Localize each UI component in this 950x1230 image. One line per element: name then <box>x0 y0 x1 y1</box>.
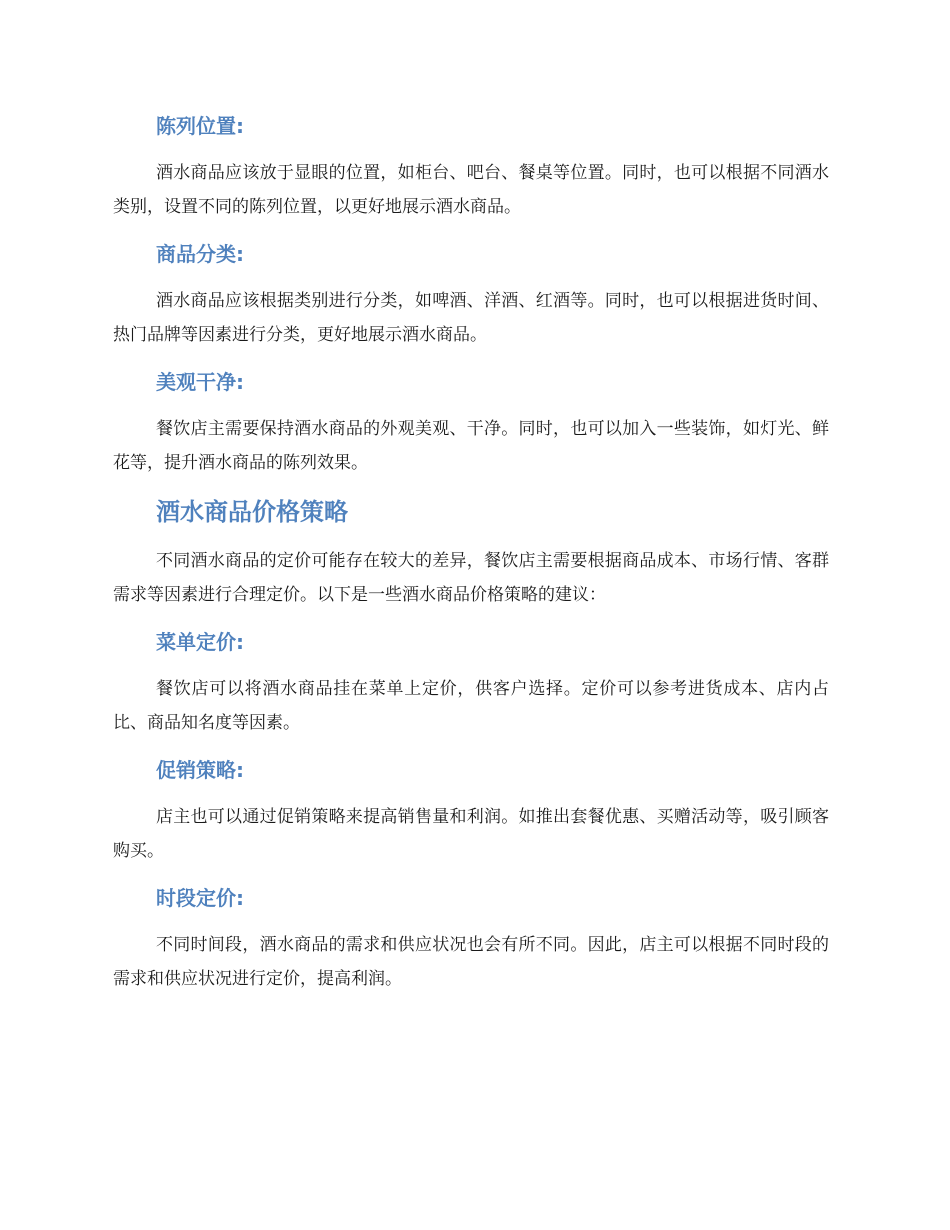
section-body-display-position: 酒水商品应该放于显眼的位置，如柜台、吧台、餐桌等位置。同时，也可以根据不同酒水类别，设置不同的陈列位置，以更好地展示酒水商品。 <box>113 163 829 217</box>
pricing-body-time-based: 不同时间段，酒水商品的需求和供应状况也会有所不同。因此，店主可以根据不同时段的需求和供应状况进行定价，提高利润。 <box>113 935 829 989</box>
section-body-product-category: 酒水商品应该根据类别进行分类，如啤酒、洋酒、红酒等。同时，也可以根据进货时间、热门品牌等因素进行分类，更好地展示酒水商品。 <box>113 291 829 345</box>
pricing-body-promotion: 店主也可以通过促销策略来提高销售量和利润。如推出套餐优惠、买赠活动等，吸引顾客购买。 <box>113 807 829 861</box>
section-heading-product-category: 商品分类: <box>156 242 244 266</box>
pricing-strategy-title: 酒水商品价格策略 <box>156 498 348 526</box>
pricing-strategy-intro: 不同酒水商品的定价可能存在较大的差异，餐饮店主需要根据商品成本、市场行情、客群需求等因素进行合理定价。以下是一些酒水商品价格策略的建议： <box>113 551 829 605</box>
pricing-body-menu-pricing: 餐饮店可以将酒水商品挂在菜单上定价，供客户选择。定价可以参考进货成本、店内占比、商品知名度等因素。 <box>113 679 829 733</box>
pricing-heading-menu-pricing: 菜单定价: <box>156 630 244 654</box>
section-heading-clean-appearance: 美观干净: <box>156 370 244 394</box>
document-content <box>113 108 829 1008</box>
section-heading-display-position: 陈列位置: <box>156 114 244 138</box>
pricing-heading-time-based: 时段定价: <box>156 886 244 910</box>
section-body-clean-appearance: 餐饮店主需要保持酒水商品的外观美观、干净。同时，也可以加入一些装饰，如灯光、鲜花等，提升酒水商品的陈列效果。 <box>113 419 829 473</box>
pricing-heading-promotion: 促销策略: <box>156 758 244 782</box>
